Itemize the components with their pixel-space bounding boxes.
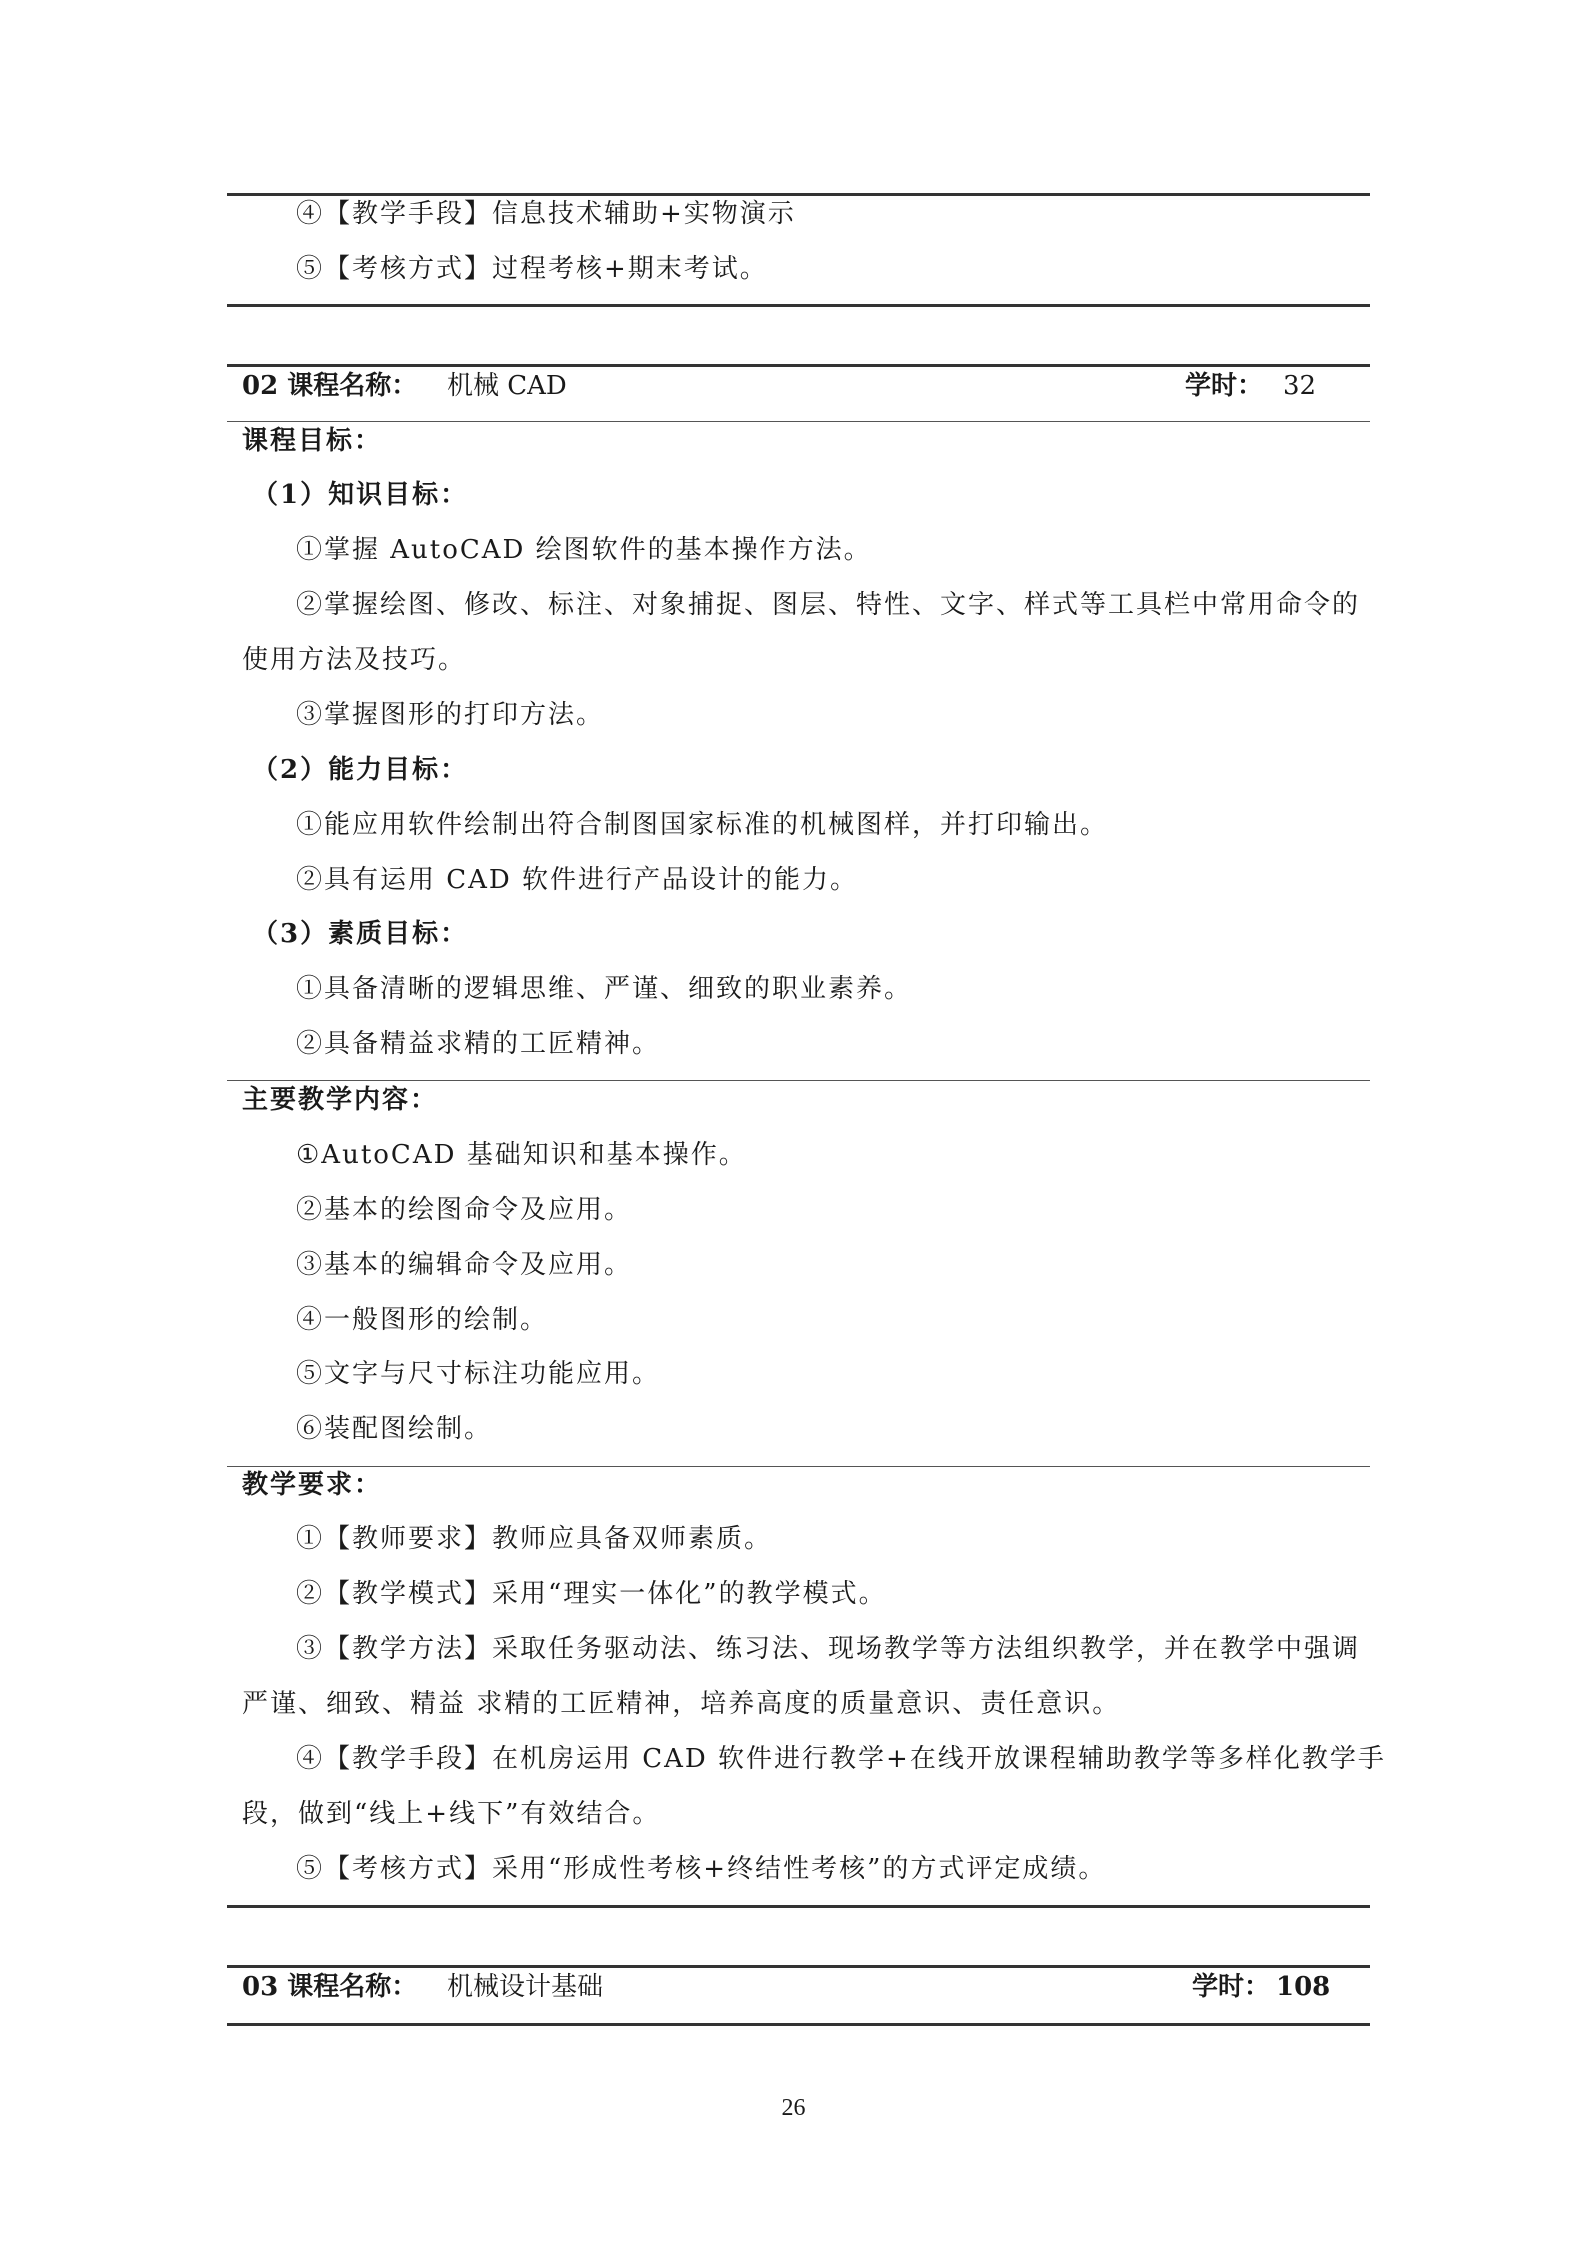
goals-heading: 课程目标： — [242, 426, 383, 456]
page-number: 26 — [781, 2095, 806, 2121]
content-item: ②基本的绘图命令及应用。 — [296, 1195, 633, 1225]
top-rule — [227, 193, 1370, 196]
course-02-name-value: 机械 CAD — [447, 371, 567, 401]
course-03-hours-value: 108 — [1276, 1972, 1331, 2002]
content-item: ③基本的编辑命令及应用。 — [296, 1250, 633, 1280]
course-03-bottom-rule — [227, 2023, 1370, 2026]
course-02-name-label: 02 课程名称： — [242, 371, 418, 401]
course-03-hours-label: 学时： — [1192, 1972, 1271, 2002]
course-03-top-rule — [227, 1965, 1370, 1968]
knowledge-item: ③掌握图形的打印方法。 — [296, 700, 605, 730]
requirement-item: ⑤【考核方式】采用“形成性考核+终结性考核”的方式评定成绩。 — [296, 1854, 1107, 1884]
knowledge-item: ①掌握 AutoCAD 绘图软件的基本操作方法。 — [296, 535, 872, 565]
requirement-item-continuation: 严谨、细致、精益 求精的工匠精神，培养高度的质量意识、责任意识。 — [242, 1689, 1121, 1719]
knowledge-heading: （1）知识目标： — [252, 480, 469, 510]
top-line-1: ④【教学手段】信息技术辅助+实物演示 — [296, 199, 796, 229]
requirement-item-continuation: 段，做到“线上+线下”有效结合。 — [242, 1799, 661, 1829]
knowledge-item: ②掌握绘图、修改、标注、对象捕捉、图层、特性、文字、样式等工具栏中常用命令的 — [296, 590, 1361, 620]
ability-item: ②具有运用 CAD 软件进行产品设计的能力。 — [296, 865, 859, 895]
course-03-name-value: 机械设计基础 — [447, 1972, 604, 2002]
requirement-item: ①【教师要求】教师应具备双师素质。 — [296, 1524, 773, 1554]
goals-end-rule — [227, 1080, 1370, 1081]
course-02-hours-label: 学时： — [1185, 371, 1264, 401]
content-item: ①AutoCAD 基础知识和基本操作。 — [296, 1140, 747, 1170]
course-02-header-rule — [227, 421, 1370, 422]
course-02-hours-value: 32 — [1283, 371, 1317, 401]
course-02-end-rule — [227, 1905, 1370, 1908]
content-end-rule — [227, 1466, 1370, 1467]
course-02-top-rule — [227, 364, 1370, 367]
quality-item: ①具备清晰的逻辑思维、严谨、细致的职业素养。 — [296, 974, 913, 1004]
content-item: ⑥装配图绘制。 — [296, 1414, 493, 1444]
requirement-item: ②【教学模式】采用“理实一体化”的教学模式。 — [296, 1579, 887, 1609]
ability-heading: （2）能力目标： — [252, 755, 469, 785]
quality-heading: （3）素质目标： — [252, 919, 469, 949]
top-line-2: ⑤【考核方式】过程考核+期末考试。 — [296, 254, 768, 284]
quality-item: ②具备精益求精的工匠精神。 — [296, 1029, 661, 1059]
knowledge-item-continuation: 使用方法及技巧。 — [242, 645, 467, 675]
content-item: ⑤文字与尺寸标注功能应用。 — [296, 1359, 661, 1389]
requirement-item: ③【教学方法】采取任务驱动法、练习法、现场教学等方法组织教学，并在教学中强调 — [296, 1634, 1361, 1664]
content-heading: 主要教学内容： — [242, 1085, 439, 1115]
requirement-item: ④【教学手段】在机房运用 CAD 软件进行教学+在线开放课程辅助教学等多样化教学手 — [296, 1744, 1386, 1774]
requirements-heading: 教学要求： — [242, 1470, 383, 1500]
section-end-rule — [227, 304, 1370, 307]
ability-item: ①能应用软件绘制出符合制图国家标准的机械图样，并打印输出。 — [296, 810, 1109, 840]
content-item: ④一般图形的绘制。 — [296, 1305, 549, 1335]
course-03-name-label: 03 课程名称： — [242, 1972, 418, 2002]
